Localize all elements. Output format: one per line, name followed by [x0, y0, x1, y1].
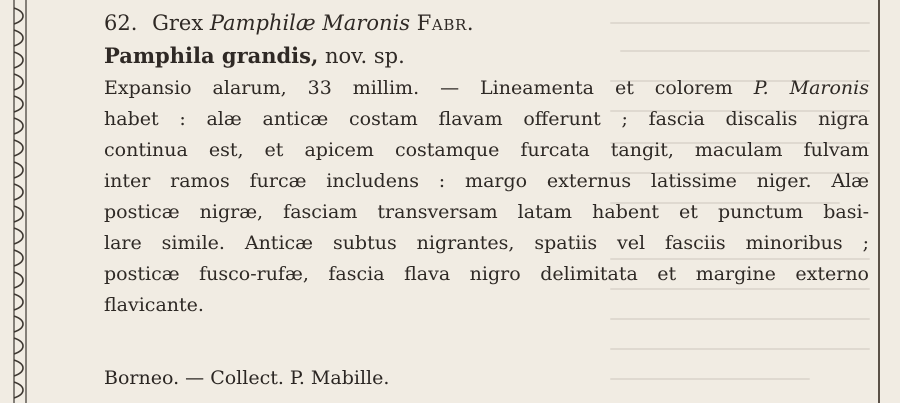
heading-group-name: Pamphilæ Maronis — [209, 11, 411, 35]
description-line: habet : alæ anticæ costam flavam offerunt ; fascia discalis nigra — [104, 108, 869, 130]
ornament-chain-icon — [0, 0, 54, 403]
description-line: posticæ fusco-rufæ, fascia flava nigro delimitata et margine externo — [104, 263, 869, 285]
decorative-left-border — [0, 0, 54, 403]
species-entry — [104, 0, 869, 403]
heading-prefix: Grex — [152, 11, 204, 35]
page-edge-rule — [878, 0, 880, 403]
species-description — [104, 73, 869, 321]
description-line — [104, 73, 869, 104]
species-status: nov. sp. — [324, 44, 405, 68]
description-line: lare simile. Anticæ subtus nigrantes, spatiis vel fasciis minoribus ; — [104, 232, 869, 254]
species-title — [104, 42, 405, 70]
description-line: flavicante. — [104, 294, 204, 316]
entry-number: 62. — [104, 11, 138, 35]
description-line: posticæ nigræ, fasciam transversam latam habent et punctum basi- — [104, 201, 869, 223]
description-line: inter ramos furcæ includens : margo externus latissime niger. Alæ — [104, 170, 869, 192]
locality-line: Borneo. — Collect. P. Mabille. — [104, 367, 390, 389]
heading-author: Fabr. — [416, 11, 475, 35]
description-line-text: Expansio alarum, 33 millim. — Lineamenta et colorem — [104, 77, 754, 99]
description-line: continua est, et apicem costamque furcata tangit, maculam fulvam — [104, 139, 869, 161]
entry-heading — [104, 10, 474, 37]
species-name: Pamphila grandis, — [104, 43, 319, 68]
description-species-reference: P. Maronis — [753, 77, 869, 99]
